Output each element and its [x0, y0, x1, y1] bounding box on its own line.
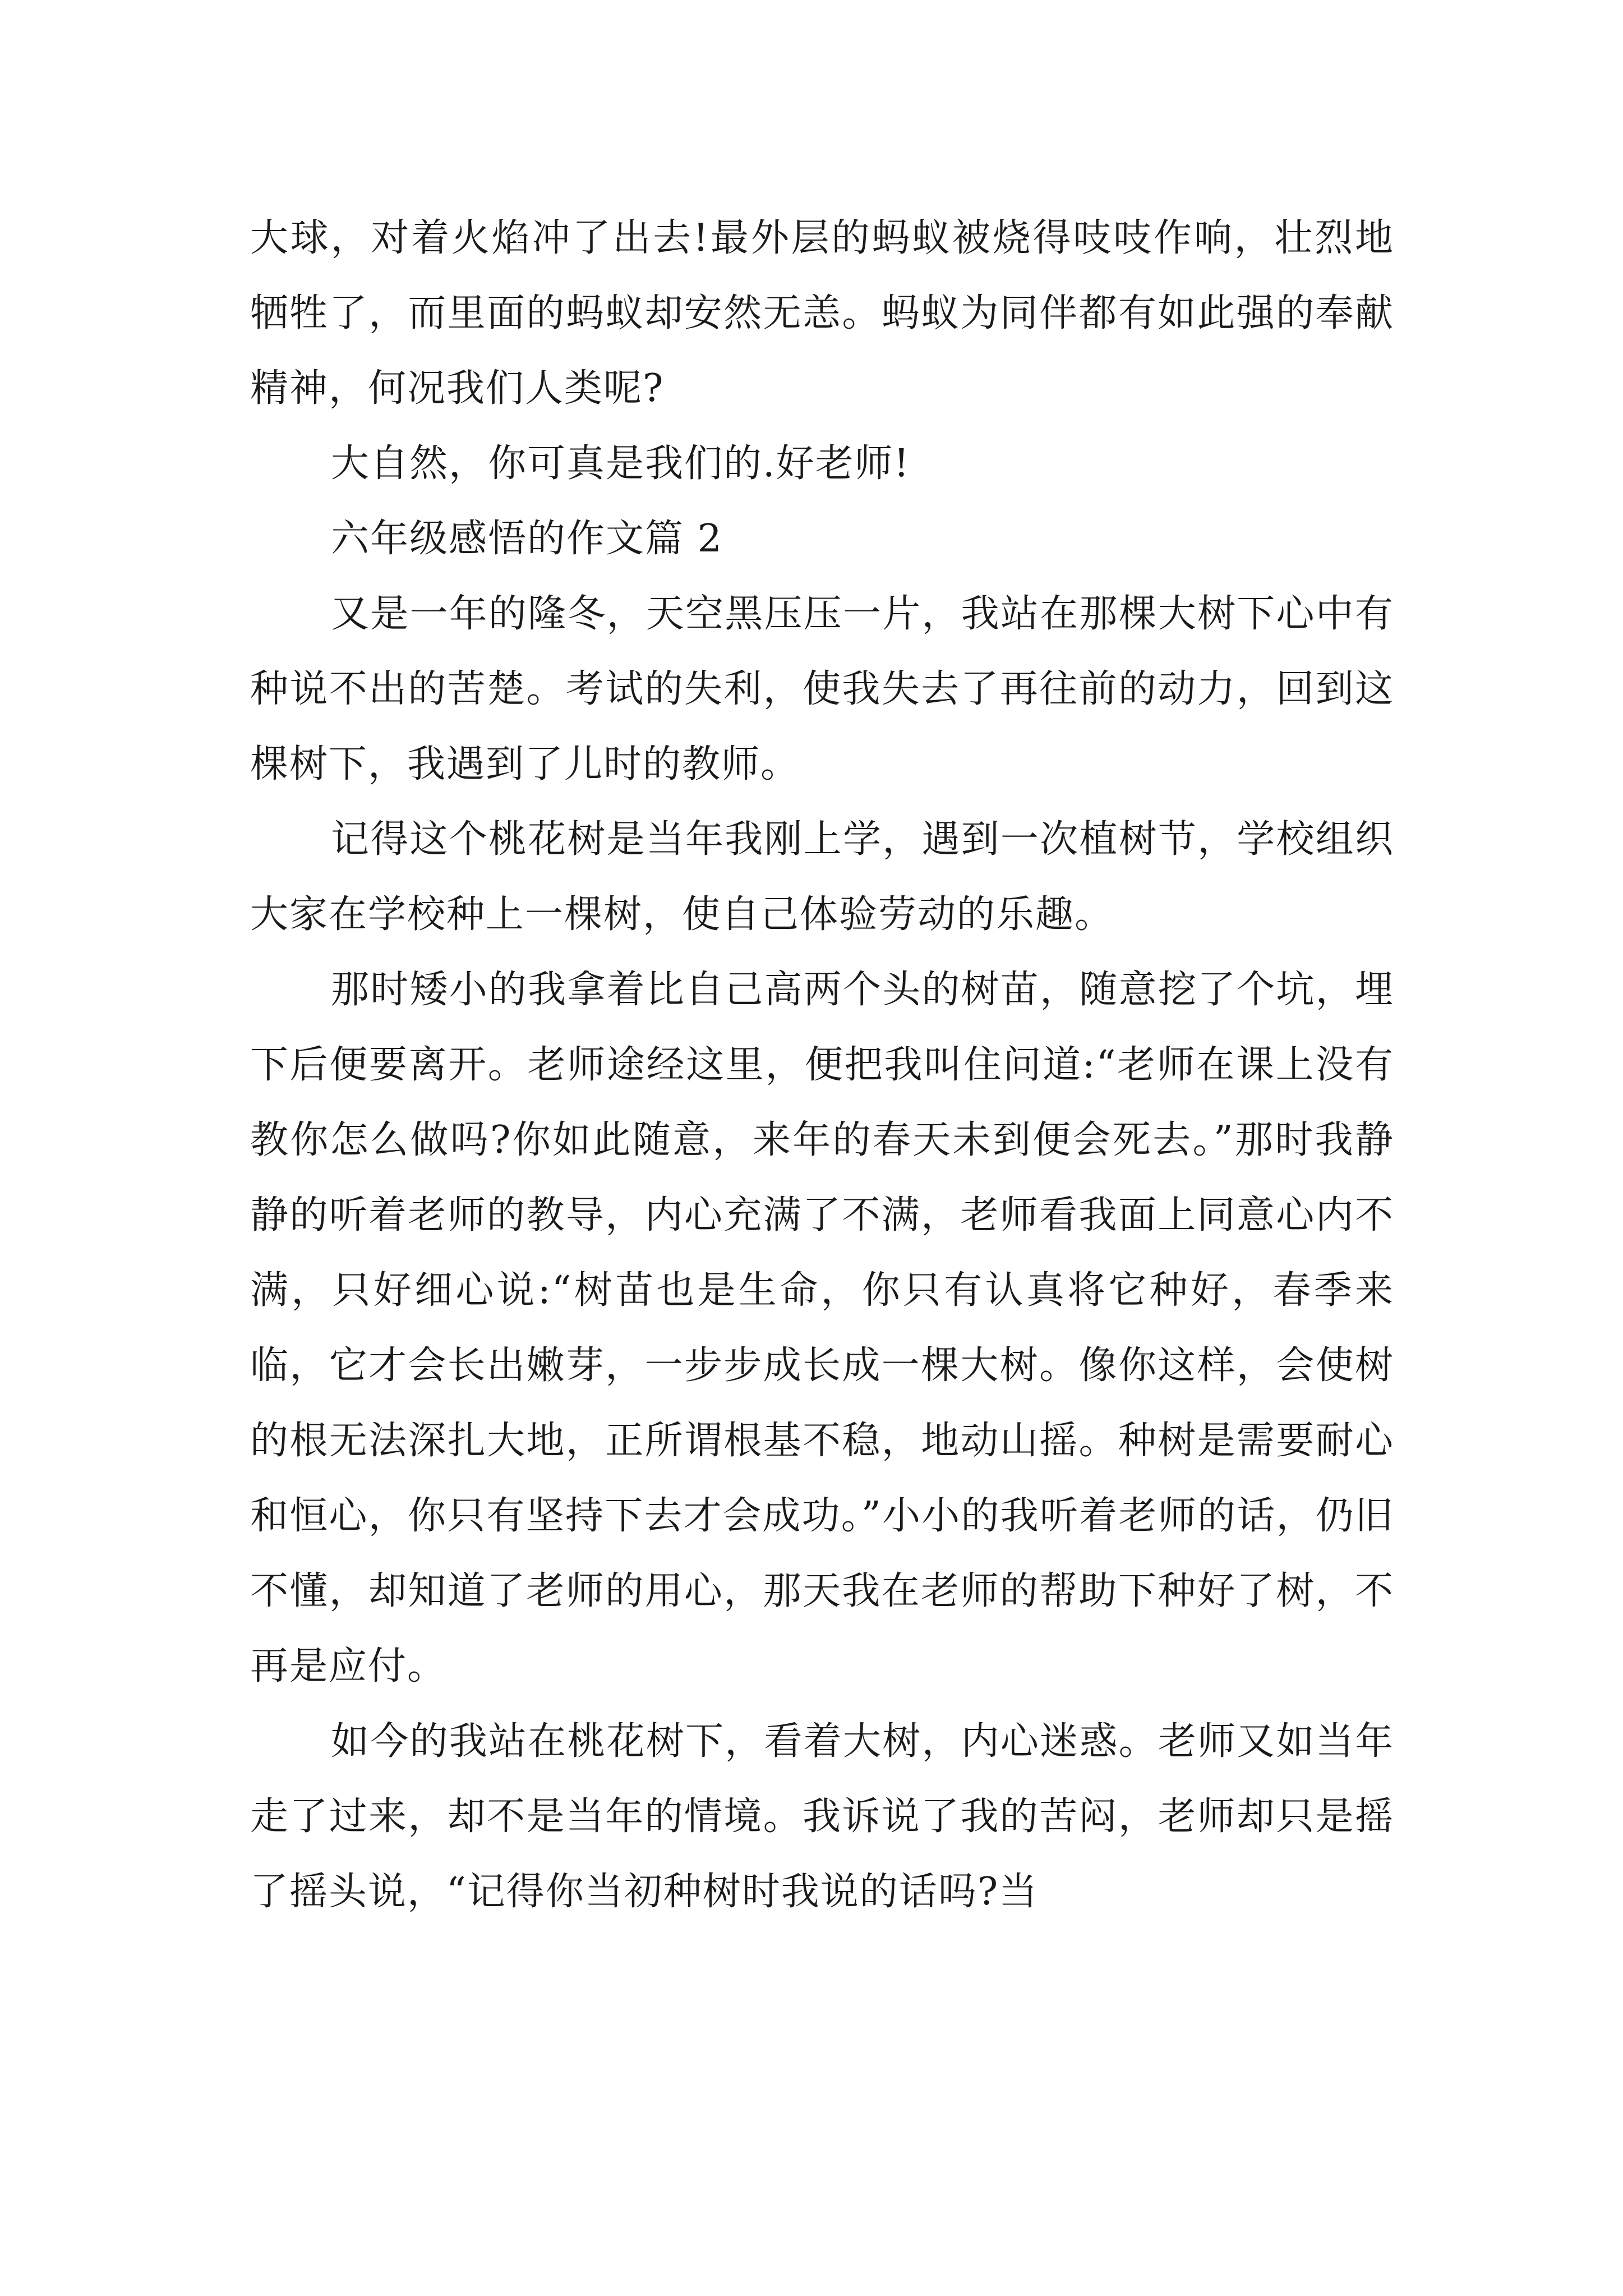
paragraph-4: 记得这个桃花树是当年我刚上学，遇到一次植树节，学校组织大家在学校种上一棵树，使自己体验劳动的乐趣。	[250, 817, 1394, 937]
paragraph-5: 那时矮小的我拿着比自己高两个头的树苗，随意挖了个坑，埋下后便要离开。老师途经这里，便把我叫住问道:“老师在课上没有教你怎么做吗?你如此随意，来年的春天未到便会死去。”那时我静静的听着老师的教导，内心充满了不满，老师看我面上同意心内不满，只好细心说:“树苗也是生命，你只有认真将它种好，春季来临，它才会长出嫩芽，一步步成长成一棵大树。像你这样，会使树的根无法深扎大地，正所谓根基不稳，地动山摇。种树是需要耐心和恒心，你只有坚持下去才会成功。”小小的我听着老师的话，仍旧不懂，却知道了老师的用心，那天我在老师的帮助下种好了树，不再是应付。	[250, 968, 1394, 1688]
paragraph-1: 大球，对着火焰冲了出去!最外层的蚂蚁被烧得吱吱作响，壮烈地牺牲了，而里面的蚂蚁却安然无恙。蚂蚁为同伴都有如此强的奉献精神，何况我们人类呢?	[250, 216, 1394, 411]
essay-heading: 六年级感悟的作文篇 2	[331, 517, 723, 561]
essay-body	[250, 201, 1394, 1930]
paragraph-3: 又是一年的隆冬，天空黑压压一片，我站在那棵大树下心中有种说不出的苦楚。考试的失利，使我失去了再往前的动力，回到这棵树下，我遇到了儿时的教师。	[250, 592, 1394, 786]
paragraph-6: 如今的我站在桃花树下，看着大树，内心迷惑。老师又如当年走了过来，却不是当年的情境。我诉说了我的苦闷，老师却只是摇了摇头说，“记得你当初种树时我说的话吗?当	[250, 1719, 1394, 1914]
paragraph-2: 大自然，你可真是我们的.好老师!	[331, 441, 910, 486]
